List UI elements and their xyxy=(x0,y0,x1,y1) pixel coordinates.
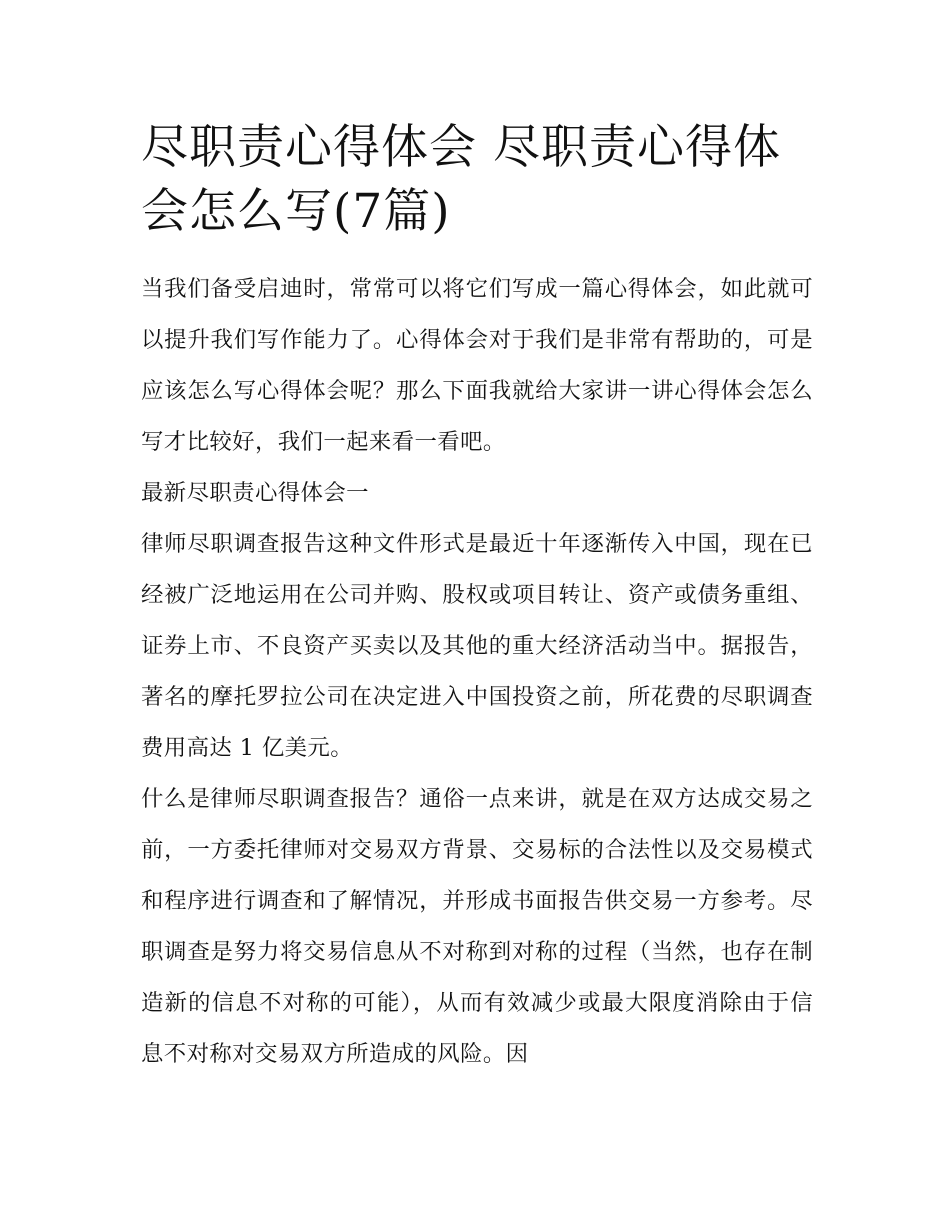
document-title: 尽职责心得体会 尽职责心得体会怎么写(7篇) xyxy=(141,120,781,239)
intro-paragraph: 当我们备受启迪时，常常可以将它们写成一篇心得体会，如此就可以提升我们写作能力了。心得体会对于我们是非常有帮助的，可是应该怎么写心得体会呢？那么下面我就给大家讲一讲心得体会怎么写才比较好，我们一起来看一看吧。 xyxy=(141,276,813,455)
section-heading: 最新尽职责心得体会一 xyxy=(141,480,369,506)
body-paragraph: 律师尽职调查报告这种文件形式是最近十年逐渐传入中国，现在已经被广泛地运用在公司并购、股权或项目转让、资产或债务重组、证券上市、不良资产买卖以及其他的重大经济活动当中。据报告，著名的摩托罗拉公司在决定进入中国投资之前，所花费的尽职调查费用高达 1 亿美元。 xyxy=(141,531,813,761)
body-paragraph: 什么是律师尽职调查报告？通俗一点来讲，就是在双方达成交易之前，一方委托律师对交易双方背景、交易标的合法性以及交易模式和程序进行调查和了解情况，并形成书面报告供交易一方参考。尽职调查是努力将交易信息从不对称到对称的过程（当然，也存在制造新的信息不对称的可能），从而有效减少或最大限度消除由于信息不对称对交易双方所造成的风险。因 xyxy=(141,786,813,1067)
document-body xyxy=(141,116,813,1080)
